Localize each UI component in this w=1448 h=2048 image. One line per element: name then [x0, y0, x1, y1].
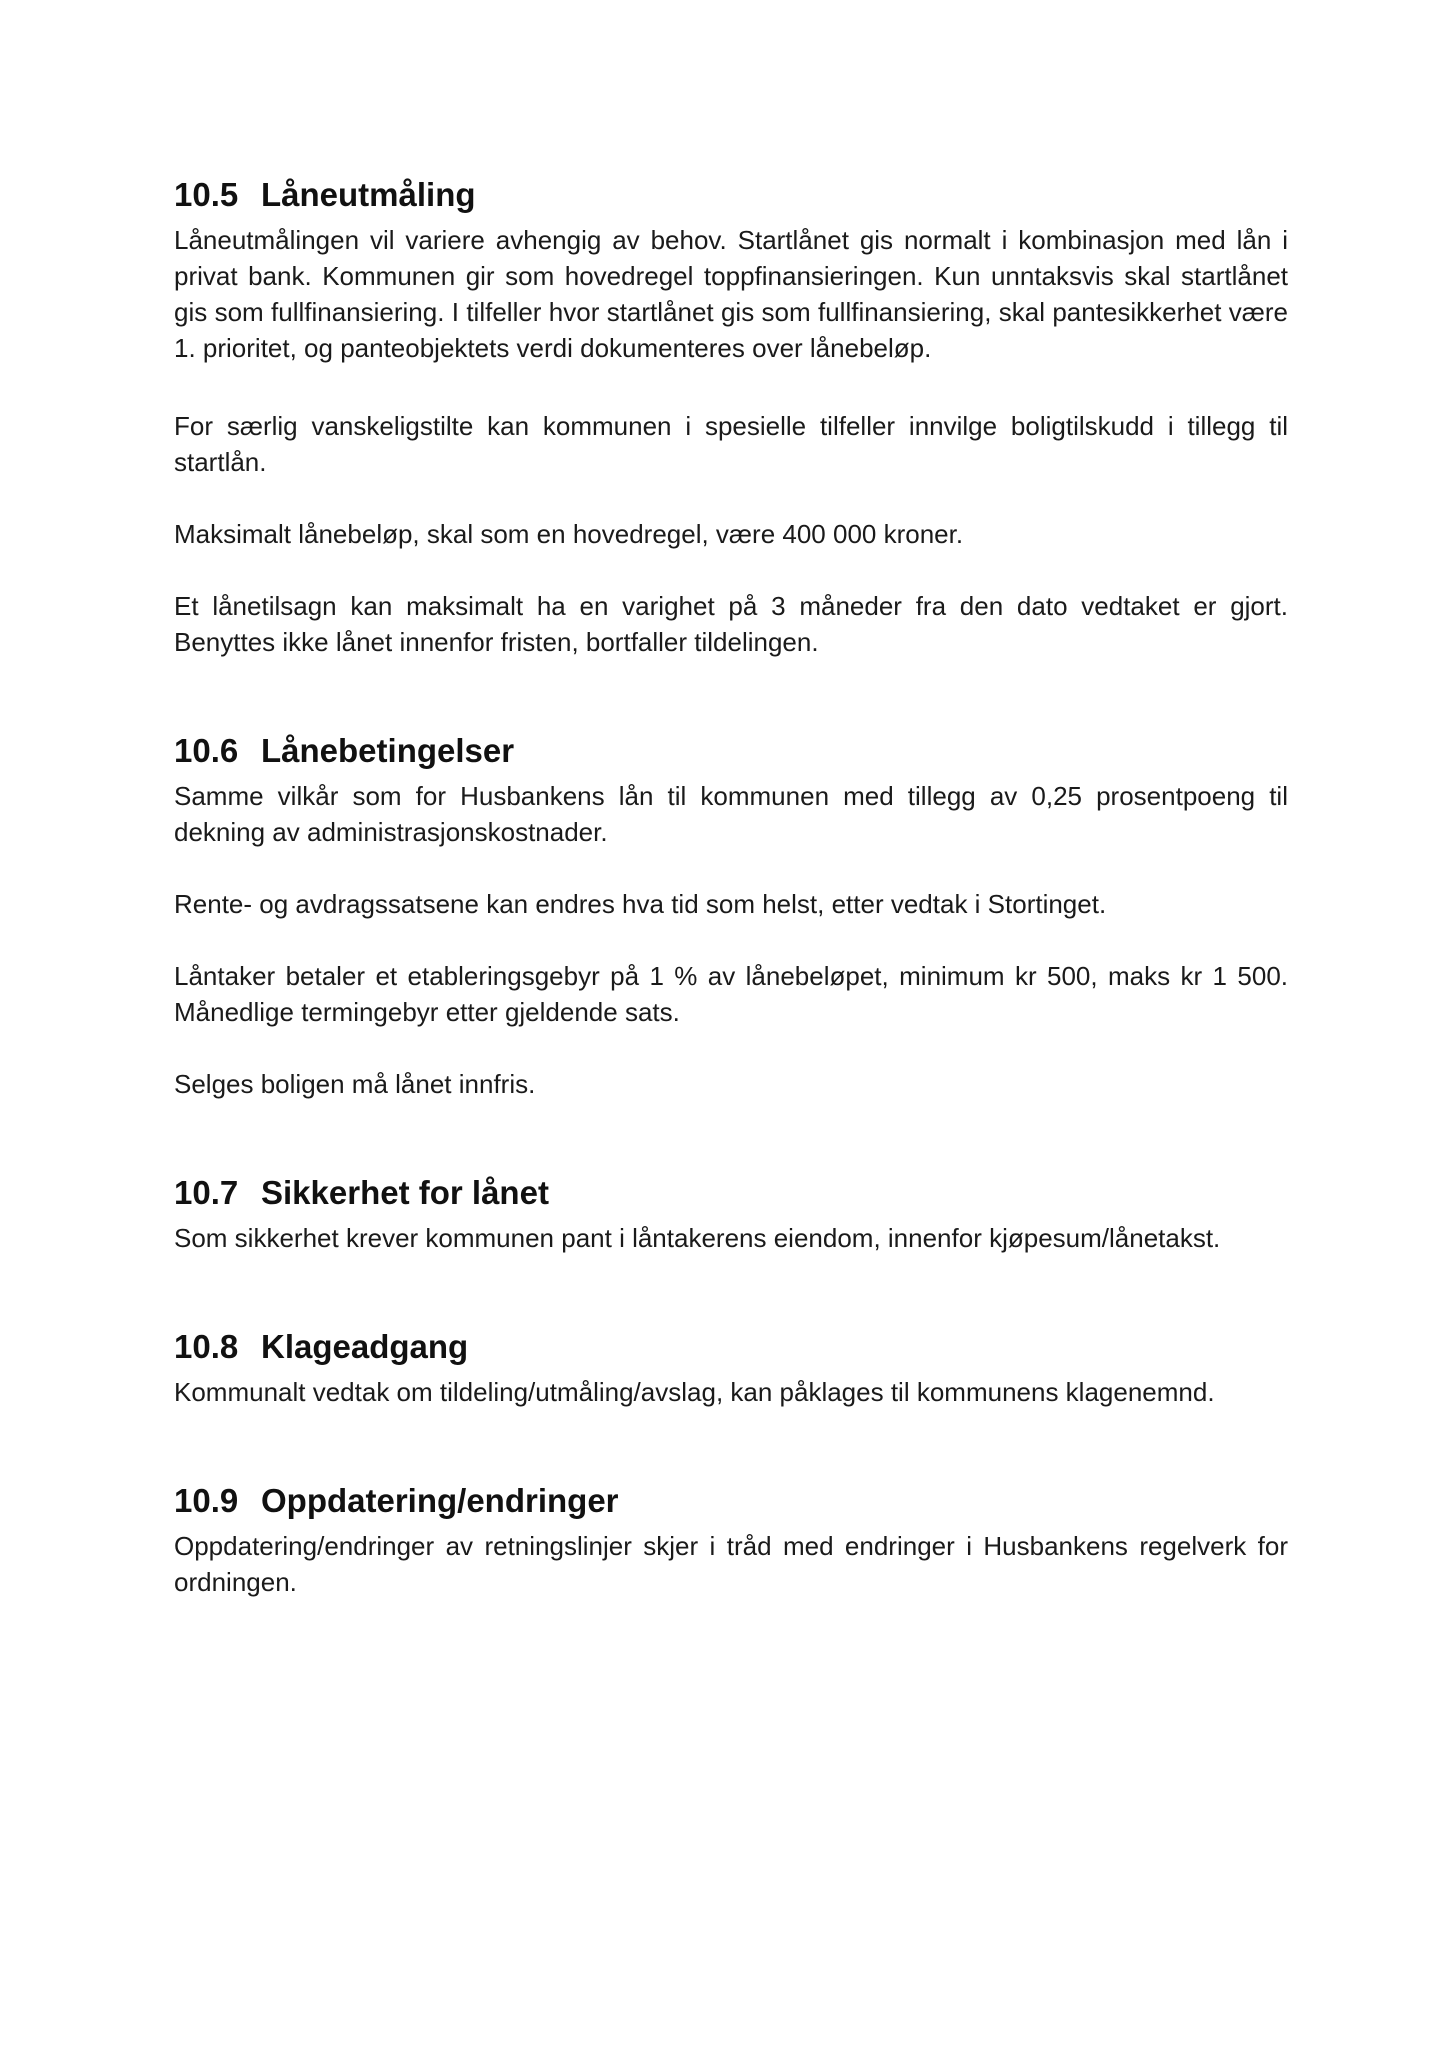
paragraph: Oppdatering/endringer av retningslinjer skjer i tråd med endringer i Husbankens regelverk for ordningen. — [174, 1531, 1288, 1597]
section-10-7 — [174, 1170, 1288, 1256]
section-number: 10.8 — [174, 1328, 239, 1365]
paragraph: Et lånetilsagn kan maksimalt ha en varighet på 3 måneder fra den dato vedtaket er gjort. Benyttes ikke lånet innenfor fristen, bortfaller tildelingen. — [174, 591, 1288, 657]
paragraph: Maksimalt lånebeløp, skal som en hovedregel, være 400 000 kroner. — [174, 519, 964, 549]
document-page — [174, 172, 1288, 1600]
section-heading — [174, 1478, 1288, 1524]
section-heading — [174, 1170, 1288, 1216]
section-title: Klageadgang — [261, 1328, 469, 1365]
section-title: Sikkerhet for lånet — [261, 1174, 549, 1211]
paragraph: Kommunalt vedtak om tildeling/utmåling/avslag, kan påklages til kommunens klagenemnd. — [174, 1377, 1215, 1407]
section-title: Lånebetingelser — [261, 732, 515, 769]
paragraph: Låntaker betaler et etableringsgebyr på 1 % av lånebeløpet, minimum kr 500, maks kr 1 500. Månedlige termingebyr etter gjeldende sats. — [174, 961, 1288, 1027]
paragraph: Samme vilkår som for Husbankens lån til kommunen med tillegg av 0,25 prosentpoeng til dekning av administrasjonskostnader. — [174, 781, 1288, 847]
section-number: 10.9 — [174, 1482, 239, 1519]
paragraph: For særlig vanskeligstilte kan kommunen i spesielle tilfeller innvilge boligtilskudd i tillegg til startlån. — [174, 411, 1288, 477]
section-heading — [174, 1324, 1288, 1370]
section-10-5 — [174, 172, 1288, 660]
section-10-8 — [174, 1324, 1288, 1410]
section-number: 10.7 — [174, 1174, 239, 1211]
paragraph: Låneutmålingen vil variere avhengig av behov. Startlånet gis normalt i kombinasjon med lån i privat bank. Kommunen gir som hovedregel toppfinansieringen. Kun unntaksvis skal startlånet gis som fullfinansiering. I tilfeller hvor startlånet gis som fullfinansiering, skal pantesikkerhet være 1. prioritet, og panteobjektets verdi dokumenteres over lånebeløp. — [174, 225, 1288, 363]
section-heading — [174, 728, 1288, 774]
paragraph: Som sikkerhet krever kommunen pant i låntakerens eiendom, innenfor kjøpesum/lånetakst. — [174, 1223, 1221, 1253]
paragraph: Rente- og avdragssatsene kan endres hva tid som helst, etter vedtak i Stortinget. — [174, 889, 1107, 919]
section-number: 10.6 — [174, 732, 239, 769]
section-heading — [174, 172, 1288, 218]
paragraph: Selges boligen må lånet innfris. — [174, 1069, 536, 1099]
section-title: Oppdatering/endringer — [261, 1482, 619, 1519]
section-10-9 — [174, 1478, 1288, 1600]
section-10-6 — [174, 728, 1288, 1102]
section-title: Låneutmåling — [261, 176, 476, 213]
section-number: 10.5 — [174, 176, 239, 213]
